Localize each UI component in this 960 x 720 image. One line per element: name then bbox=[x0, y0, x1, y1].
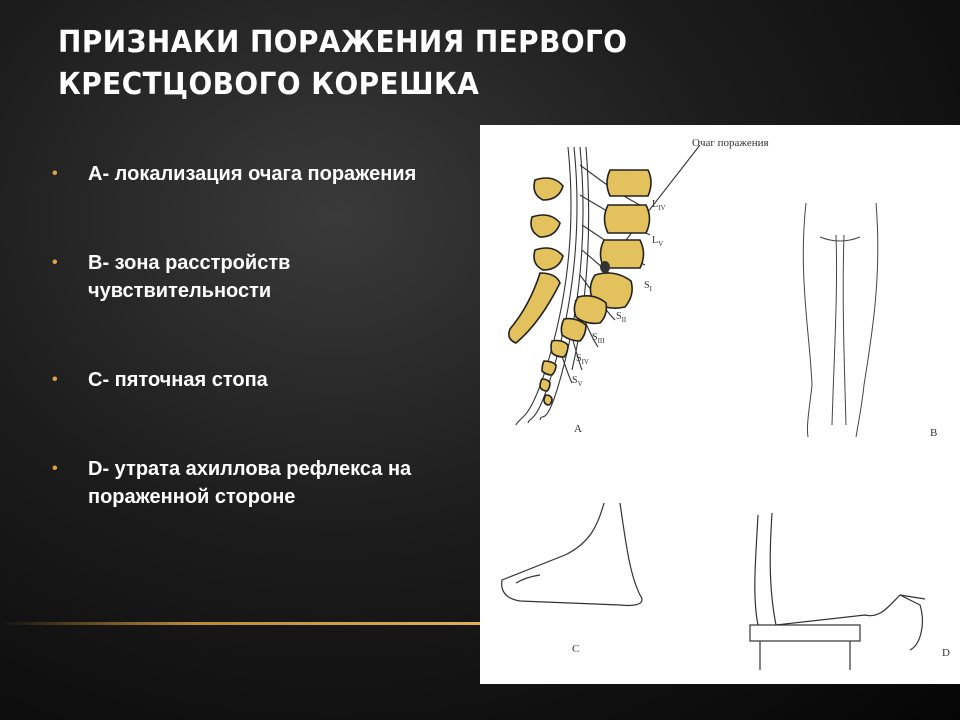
bullet-item bbox=[52, 249, 432, 305]
bullet-item bbox=[52, 160, 432, 188]
bullet-text: D- утрата ахиллова рефлекса на пораженной стороне bbox=[88, 458, 412, 508]
root-label-lv: $L_V$ bbox=[652, 235, 664, 248]
root-label-sv: $S_V$ bbox=[572, 375, 583, 388]
bullet-list bbox=[52, 160, 432, 511]
lesion-label: Очаг поражения bbox=[692, 137, 769, 149]
panel-label-a: A bbox=[574, 423, 582, 435]
panel-label-c: C bbox=[572, 643, 580, 655]
bullet-item bbox=[52, 366, 432, 394]
accent-divider bbox=[0, 622, 480, 625]
bullet-text: С- пяточная стопа bbox=[88, 369, 268, 391]
illustration-drawing bbox=[480, 125, 960, 684]
root-label-sii: $S_{II}$ bbox=[616, 311, 627, 324]
slide-title: ПРИЗНАКИ ПОРАЖЕНИЯ ПЕРВОГО КРЕСТЦОВОГО КОРЕШКА bbox=[58, 25, 628, 102]
bullet-text: А- локализация очага поражения bbox=[88, 163, 417, 185]
bullet-marker: • bbox=[52, 165, 58, 182]
root-label-si: $S_I$ bbox=[644, 280, 652, 293]
bullet-marker: • bbox=[52, 460, 58, 477]
bullet-marker: • bbox=[52, 371, 58, 388]
medical-illustration bbox=[480, 125, 960, 684]
root-label-siv: $S_{IV}$ bbox=[576, 353, 589, 366]
root-label-liv: $L_{IV}$ bbox=[652, 199, 666, 212]
bullet-text: В- зона расстройств чувствительности bbox=[88, 252, 291, 302]
bullet-item bbox=[52, 455, 432, 511]
root-label-siii: $S_{III}$ bbox=[592, 332, 605, 345]
bullet-marker: • bbox=[52, 254, 58, 271]
panel-label-b: B bbox=[930, 427, 938, 439]
panel-label-d: D bbox=[942, 647, 950, 659]
